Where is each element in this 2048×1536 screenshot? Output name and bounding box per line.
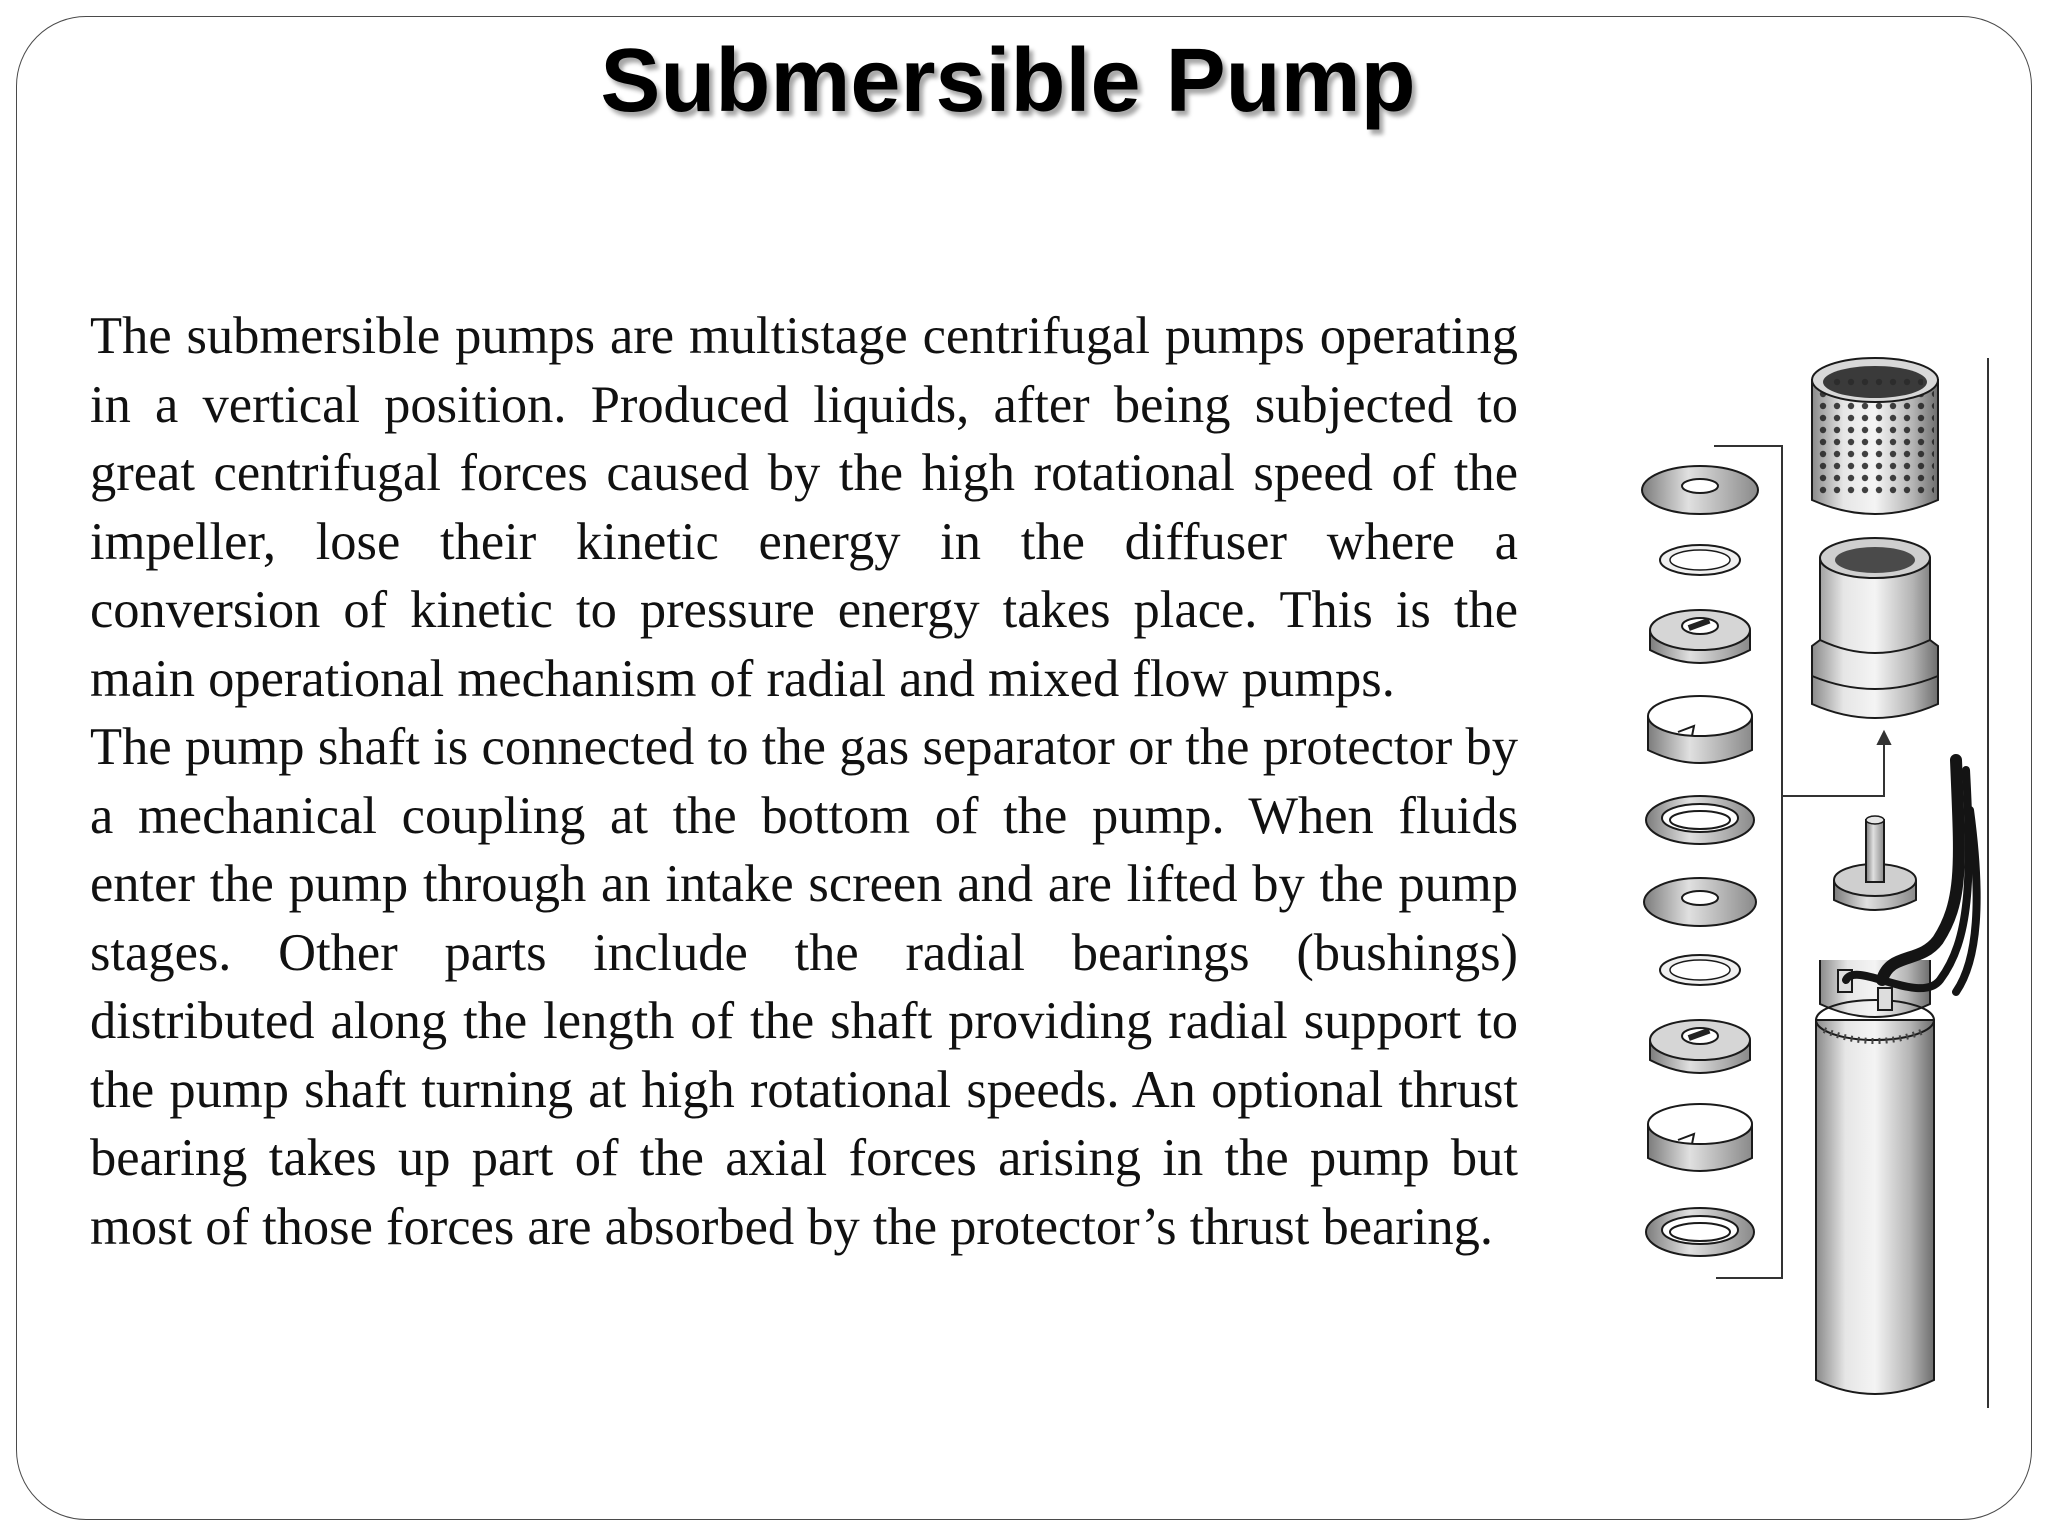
paragraph-2: The pump shaft is connected to the gas separator or the protector by a mechanical coupling at the bottom of the pump. When fluids enter the pump through an intake screen and are lifted by the pump stages. Other parts include the radial bearings (bushings) distributed along the length of the shaft providing radial support to the pump shaft turning at high rotational speeds. An optional thrust bearing takes up part of the axial forces arising in the pump but most of those forces are absorbed by the protector’s thrust bearing. bbox=[90, 718, 1518, 1256]
motor-housing-part bbox=[1816, 816, 1934, 1394]
stage-part-washer-2 bbox=[1644, 878, 1756, 926]
stage-part-bearing-2 bbox=[1646, 1208, 1754, 1256]
stage-part-impeller-1 bbox=[1650, 610, 1750, 663]
stage-part-diffuser-2 bbox=[1648, 1104, 1752, 1171]
stage-part-ring-1 bbox=[1660, 545, 1740, 575]
stage-part-washer-1 bbox=[1642, 466, 1758, 514]
stage-part-ring-2 bbox=[1660, 955, 1740, 985]
slide-body bbox=[90, 302, 1518, 1261]
slide-title: Submersible Pump bbox=[600, 31, 1416, 131]
paragraph-1: The submersible pumps are multistage centrifugal pumps operating in a vertical position. Produced liquids, after being subjected to great centrifugal forces caused by the high rotational speed of the impeller, lose their kinetic energy in the diffuser where a conversion of kinetic to pressure energy takes place. This is the main operational mechanism of radial and mixed flow pumps. bbox=[90, 307, 1518, 708]
stage-part-diffuser-1 bbox=[1648, 696, 1752, 763]
pump-exploded-illustration bbox=[1620, 340, 2020, 1420]
stage-part-impeller-2 bbox=[1650, 1020, 1750, 1073]
stage-part-bearing-1 bbox=[1646, 796, 1754, 844]
intake-screen-part bbox=[1812, 358, 1938, 514]
pump-head-part bbox=[1812, 538, 1938, 718]
